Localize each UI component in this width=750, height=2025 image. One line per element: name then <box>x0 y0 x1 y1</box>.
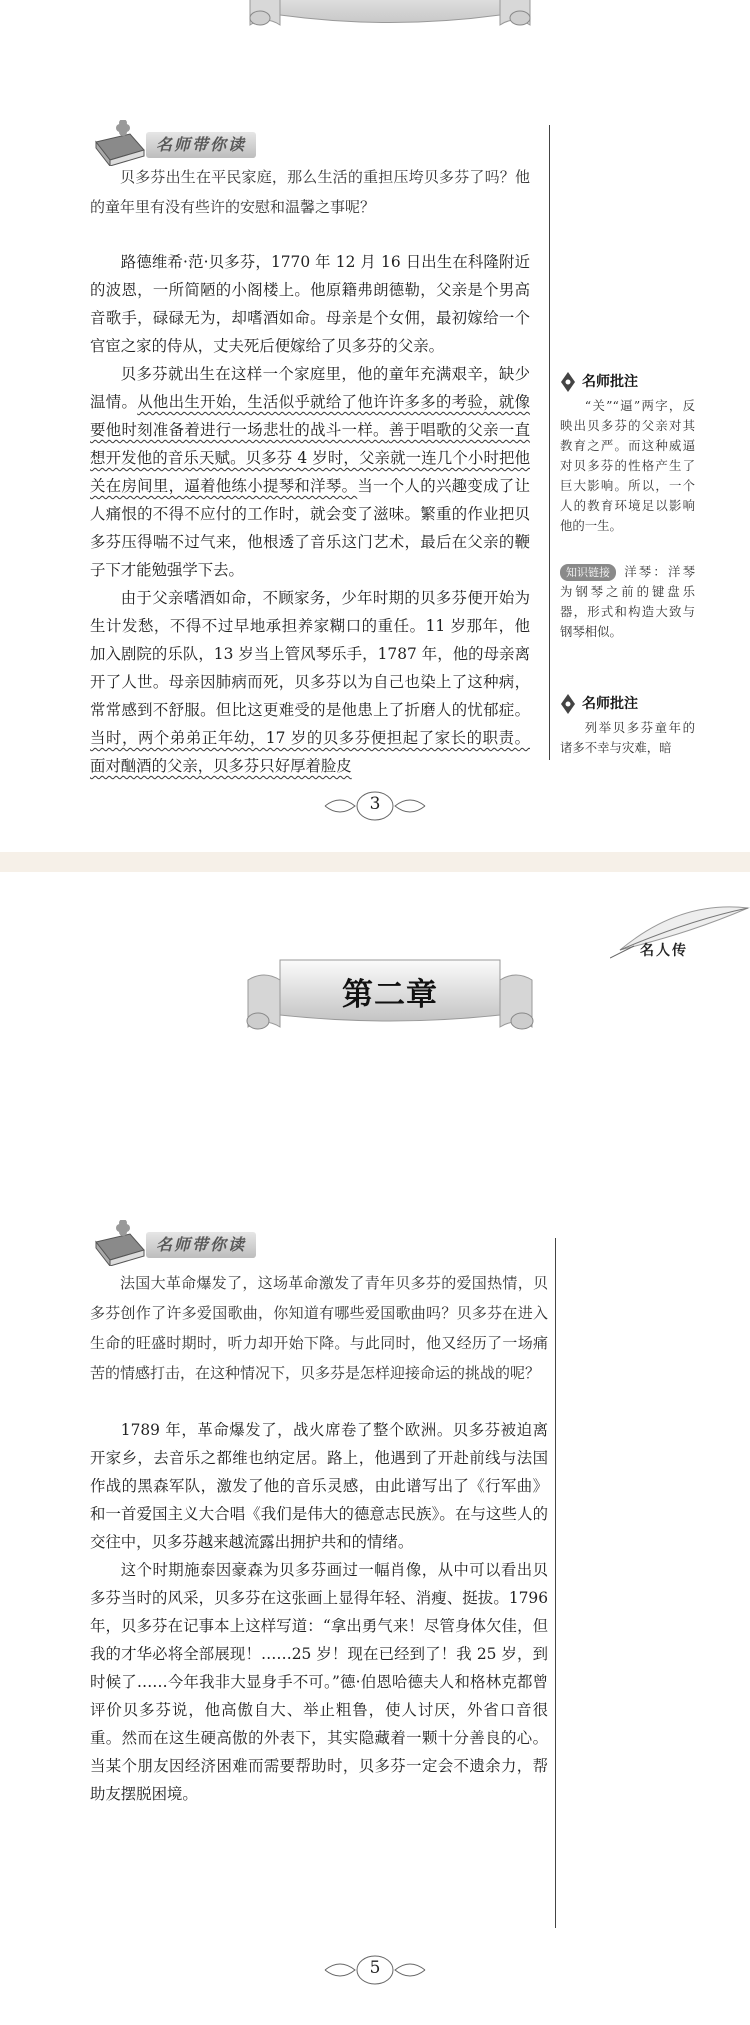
chapter-title: 第二章 <box>342 977 438 1013</box>
body-paragraph: 这个时期施泰因豪森为贝多芬画过一幅肖像，从中可以看出贝多芬当时的风采，贝多芬在这张画上显得年轻、消瘦、挺拔。1796 年，贝多芬在记事本上这样写道：“拿出勇气来！尽管身体欠佳，但我的才华必将全部展现！……25 岁！现在已经到了！我 25 岁，到时候了……今年我非大显身手不可。”德·伯恩哈德夫人和格林克都曾评价贝多芬说，他高傲自大、举止粗鲁，使人讨厌，外省口音很重。然而在这生硬高傲的外表下，其实隐藏着一颗十分善良的心。当某个朋友因经济困难而需要帮助时，贝多芬一定会不遗余力，帮助友摆脱困境。 <box>90 1561 548 1803</box>
page-5 <box>0 872 750 2025</box>
annotation-text: “关”“逼”两字，反映出贝多芬的父亲对其教育之严。而这种威逼对贝多芬的性格产生了巨大影响。所以，一个人的教育环境足以影响他的一生。 <box>560 398 695 533</box>
badge-label: 名师带你读 <box>146 132 256 158</box>
annotation-text: 列举贝多芬童年的诸多不幸与灾难，暗 <box>560 720 695 755</box>
chapter-scroll-banner-partial <box>240 0 540 40</box>
text-run: 由于父亲嗜酒如命，不顾家务，少年时期的贝多芬便开始为生计发愁，不得不过早地承担养家糊口的重任。11 岁那年，他加入剧院的乐队，13 岁当上管风琴乐手，1787 年，他的母亲离开了人世。母亲因肺病而死，贝多芬以为自己也染上了这种病，常常感到不舒服。但比这更难受的是他患上了折磨人的忧郁症。 <box>90 589 530 719</box>
annotation-title: 名师批注 <box>582 374 638 390</box>
body-paragraph: 路德维希·范·贝多芬，1770 年 12 月 16 日出生在科隆附近的波恩，一所简陋的小阁楼上。他原籍弗朗德勒，父亲是个男高音歌手，碌碌无为，却嗜酒如命。母亲是个女佣，最初嫁给一个官宦之家的侍从，丈夫死后便嫁给了贝多芬的父亲。 <box>90 253 530 355</box>
pen-nib-icon <box>560 372 576 392</box>
header-label: 名人传 <box>640 943 688 959</box>
knowledge-link-text: 洋琴：洋琴为钢琴之前的键盘乐器，形式和构造大致与钢琴相似。 <box>560 564 695 639</box>
page-number-ornament <box>320 1950 430 1990</box>
page-number: 3 <box>369 794 381 814</box>
text-run: 当一个人的兴趣变成了让人痛恨的不得不应付的工作时，就会变了滋味。繁重的作业把贝多芬压得喘不过气来，他根透了音乐这门艺术，最后在父亲的鞭子下才能勉强学下去。 <box>90 477 530 579</box>
badge-label: 名师带你读 <box>146 1232 256 1258</box>
chapter-scroll-banner <box>240 955 540 1040</box>
page-number-ornament <box>320 786 430 826</box>
teacher-annotation-2 <box>560 694 695 758</box>
book-clover-icon <box>90 120 150 166</box>
underlined-text: 从他出生开始，生活似乎就给了他许许多多的考验，就像要他时刻准备着进行一场悲壮的战斗一样。 <box>90 393 530 439</box>
page-number: 5 <box>369 1958 381 1978</box>
book-clover-icon <box>90 1220 150 1266</box>
header-feather <box>610 900 750 970</box>
intro-paragraph: 贝多芬出生在平民家庭，那么生活的重担压垮贝多芬了吗？他的童年里有没有些许的安慰和温馨之事呢？ <box>90 168 530 216</box>
knowledge-link <box>560 562 695 642</box>
guide-reading-badge <box>90 120 290 165</box>
body-paragraph <box>90 360 530 584</box>
body-paragraph: 1789 年，革命爆发了，战火席卷了整个欧洲。贝多芬被迫离开家乡，去音乐之都维也纳定居。路上，他遇到了开赴前线与法国作战的黑森军队，激发了他的音乐灵感，由此谱写出了《行军曲》和一首爱国主义大合唱《我们是伟大的德意志民族》。在与这些人的交往中，贝多芬越来越流露出拥护共和的情绪。 <box>90 1421 548 1551</box>
annotation-title: 名师批注 <box>582 696 638 712</box>
teacher-annotation-1 <box>560 372 695 536</box>
main-text-column <box>90 1268 548 1808</box>
main-text-column <box>90 162 530 780</box>
page-3 <box>0 0 750 852</box>
underlined-text: 善于唱歌的父亲一直想开发他的音乐天赋。贝多芬 4 岁时，父亲就一连几个小时把他关在房间里，逼着他练小提琴和洋琴。 <box>90 421 530 495</box>
pen-nib-icon <box>560 694 576 714</box>
column-divider <box>549 125 550 760</box>
body-paragraph <box>90 584 530 780</box>
column-divider <box>555 1238 556 1928</box>
knowledge-link-pill: 知识链接 <box>560 564 616 581</box>
guide-reading-badge <box>90 1220 290 1265</box>
intro-paragraph: 法国大革命爆发了，这场革命激发了青年贝多芬的爱国热情，贝多芬创作了许多爱国歌曲，你知道有哪些爱国歌曲吗？贝多芬在进入生命的旺盛时期时，听力却开始下降。与此同时，他又经历了一场痛苦的情感打击，在这种情况下，贝多芬是怎样迎接命运的挑战的呢？ <box>90 1274 548 1382</box>
underlined-text: 当时，两个弟弟正年幼，17 岁的贝多芬便担起了家长的职责。面对酗酒的父亲，贝多芬只好厚着脸皮 <box>90 729 530 775</box>
text-run: 贝多芬就出生在这样一个家庭里，他的童年充满艰辛，缺少温情。 <box>90 365 530 411</box>
